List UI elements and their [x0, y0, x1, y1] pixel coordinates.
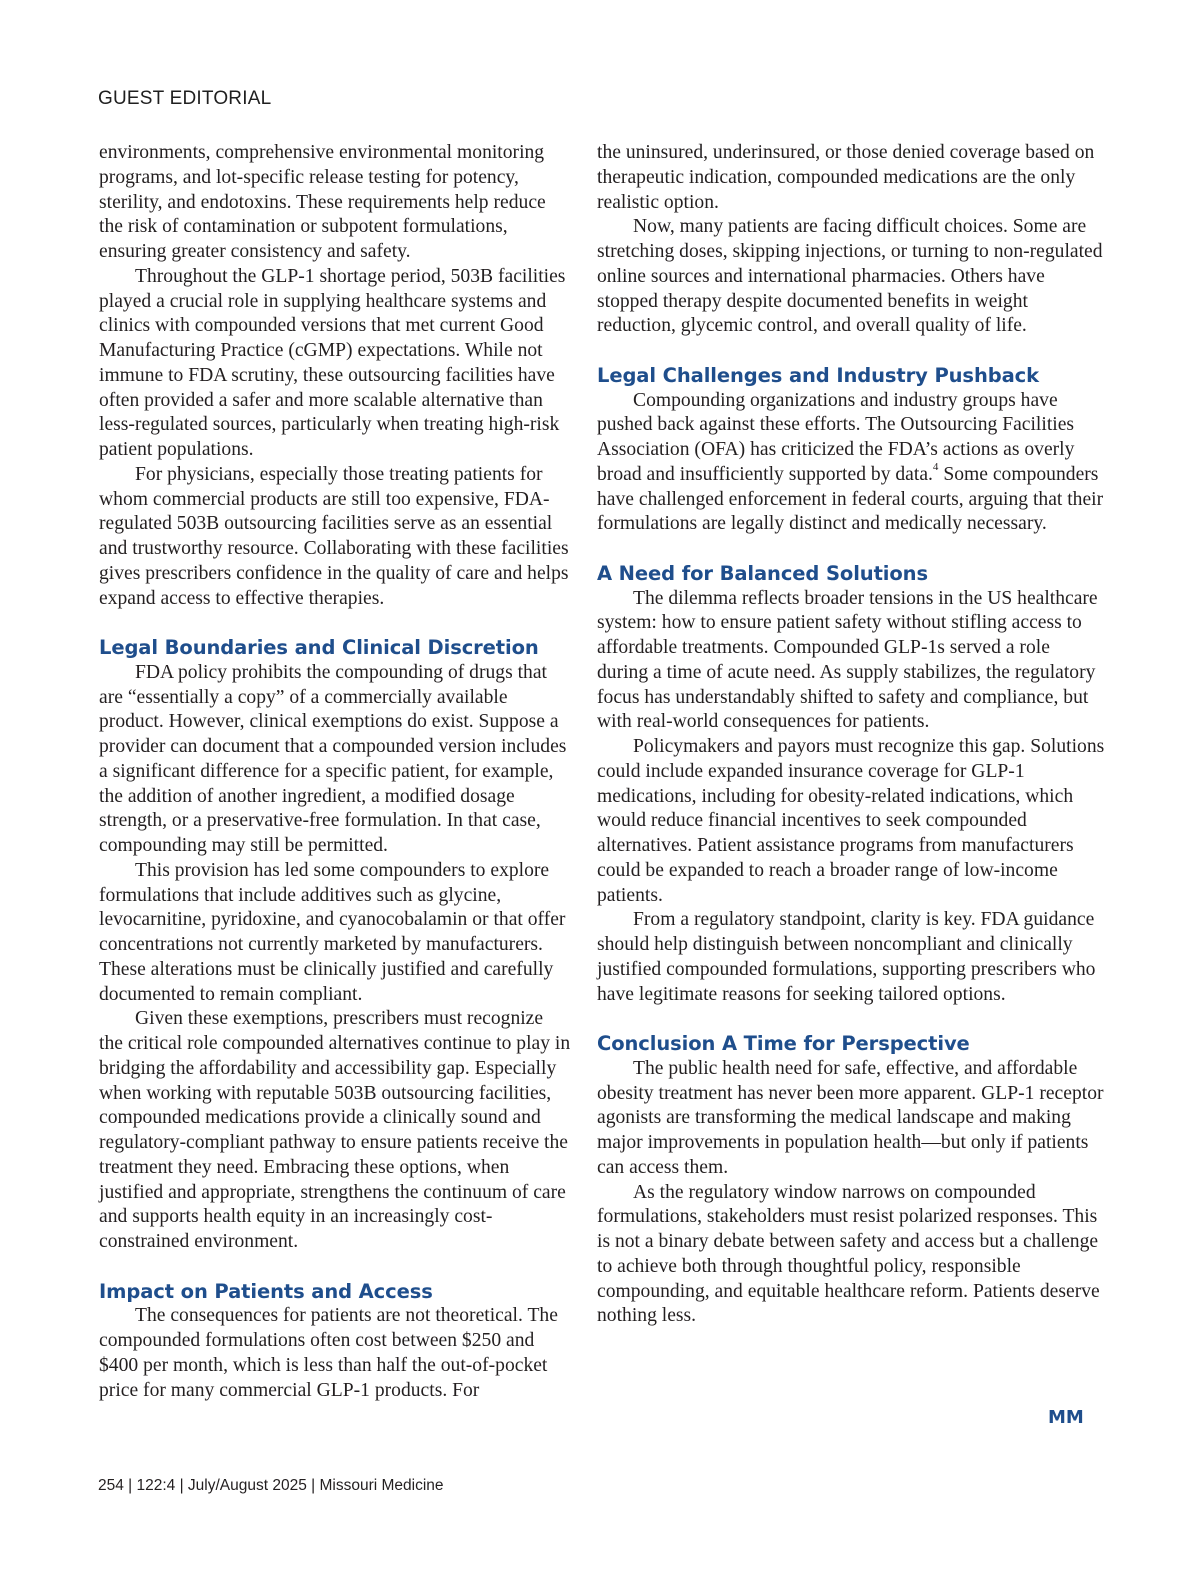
paragraph: Throughout the GLP-1 shortage period, 503B facilities played a crucial role in supplying healthcare systems and clinics with compounded versions that met current Good Manufacturing Practice (cGMP) expectations. While not immune to FDA scrutiny, these outsourcing facilities have often provided a safer and more scalable alternative than less-regulated sources, particularly when treating high-risk patient populations. [99, 265, 566, 460]
paragraph: environments, comprehensive environmental monitoring programs, and lot-specific release testing for potency, sterility, and endotoxins. These requirements help reduce the risk of contamination or subpotent formulations, ensuring greater consistency and safety. [99, 142, 546, 262]
paragraph: This provision has led some compounders to explore formulations that include additives such as glycine, levocarnitine, pyridoxine, and cyanocobalamin or that offer concentrations not currently marketed by manufacturers. These alterations must be clinically justified and carefully documented to remain compliant. [99, 859, 566, 1005]
reference-superscript: 4 [932, 461, 939, 474]
right-column [597, 141, 1105, 1329]
paragraph: Policymakers and payors must recognize this gap. Solutions could include expanded insurance coverage for GLP-1 medications, including for obesity-related indications, which would reduce financial incentives to seek compounded alternatives. Patient assistance programs from manufacturers could be expanded to reach a broader range of low-income patients. [597, 736, 1105, 906]
paragraph [597, 389, 1105, 538]
paragraph-text: Some compounders have challenged enforcement in federal courts, arguing that their formulations are legally distinct and medically necessary. [597, 463, 1104, 535]
paragraph: For physicians, especially those treating patients for whom commercial products are still too expensive, FDA-regulated 503B outsourcing facilities serve as an essential and trustworthy resource. Collaborating with these facilities gives prescribers confidence in the quality of care and helps expand access to effective therapies. [99, 463, 569, 609]
paragraph: Now, many patients are facing difficult choices. Some are stretching doses, skipping injections, or turning to non-regulated online sources and international pharmacies. Others have stopped therapy despite documented benefits in weight reduction, glycemic control, and overall quality of life. [597, 216, 1103, 337]
heading-impact-on-patients: Impact on Patients and Access [99, 1279, 433, 1303]
paragraph: As the regulatory window narrows on compounded formulations, stakeholders must resist polarized responses. This is not a binary debate between safety and access but a challenge to achieve both through thoughtful policy, responsible compounding, and equitable healthcare reform. Patients deserve nothing less. [597, 1181, 1100, 1327]
paragraph: the uninsured, underinsured, or those denied coverage based on therapeutic indication, compounded medications are the only realistic option. [597, 142, 1095, 213]
end-mark: MM [1048, 1407, 1084, 1428]
left-column [99, 141, 571, 1403]
page-footer: 254 | 122:4 | July/August 2025 | Missouri Medicine [98, 1477, 444, 1494]
heading-legal-challenges: Legal Challenges and Industry Pushback [597, 363, 1039, 387]
paragraph: FDA policy prohibits the compounding of drugs that are “essentially a copy” of a commercially available product. However, clinical exemptions do exist. Suppose a provider can document that a compounded version includes a significant difference for a specific patient, for example, the addition of another ingredient, a modified dosage strength, or a preservative-free formulation. In that case, compounding may still be permitted. [99, 661, 567, 856]
paragraph: From a regulatory standpoint, clarity is key. FDA guidance should help distinguish between noncompliant and clinically justified compounded formulations, supporting prescribers who have legitimate reasons for seeking tailored options. [597, 909, 1096, 1005]
paragraph: The dilemma reflects broader tensions in the US healthcare system: how to ensure patient safety without stifling access to affordable treatments. Compounded GLP-1s served a role during a time of acute need. As supply stabilizes, the regulatory focus has understandably shifted to safety and compliance, but with real-world consequences for patients. [597, 587, 1098, 733]
section-label: GUEST EDITORIAL [98, 88, 272, 109]
paragraph: The consequences for patients are not theoretical. The compounded formulations often cost between $250 and $400 per month, which is less than half the out-of-pocket price for many commercial GLP-1 products. For [99, 1305, 558, 1401]
paragraph: Given these exemptions, prescribers must recognize the critical role compounded alternatives continue to play in bridging the affordability and accessibility gap. Especially when working with reputable 503B outsourcing facilities, compounded medications provide a clinically sound and regulatory-compliant pathway to ensure patients receive the treatment they need. Embracing these options, when justified and appropriate, strengthens the continuum of care and supports health equity in an increasingly cost-constrained environment. [99, 1008, 571, 1252]
heading-legal-boundaries: Legal Boundaries and Clinical Discretion [99, 636, 539, 659]
paragraph: The public health need for safe, effective, and affordable obesity treatment has never been more apparent. GLP-1 receptor agonists are transforming the medical landscape and making major improvements in population health—but only if patients can access them. [597, 1057, 1104, 1178]
heading-conclusion: Conclusion A Time for Perspective [597, 1032, 970, 1055]
paragraph-text: Compounding organizations and industry groups have pushed back against these efforts. The Outsourcing Facilities Association (OFA) has criticized the FDA’s actions as overly broad and insufficiently supported by data. [597, 389, 1075, 485]
heading-balanced-solutions: A Need for Balanced Solutions [597, 561, 928, 585]
